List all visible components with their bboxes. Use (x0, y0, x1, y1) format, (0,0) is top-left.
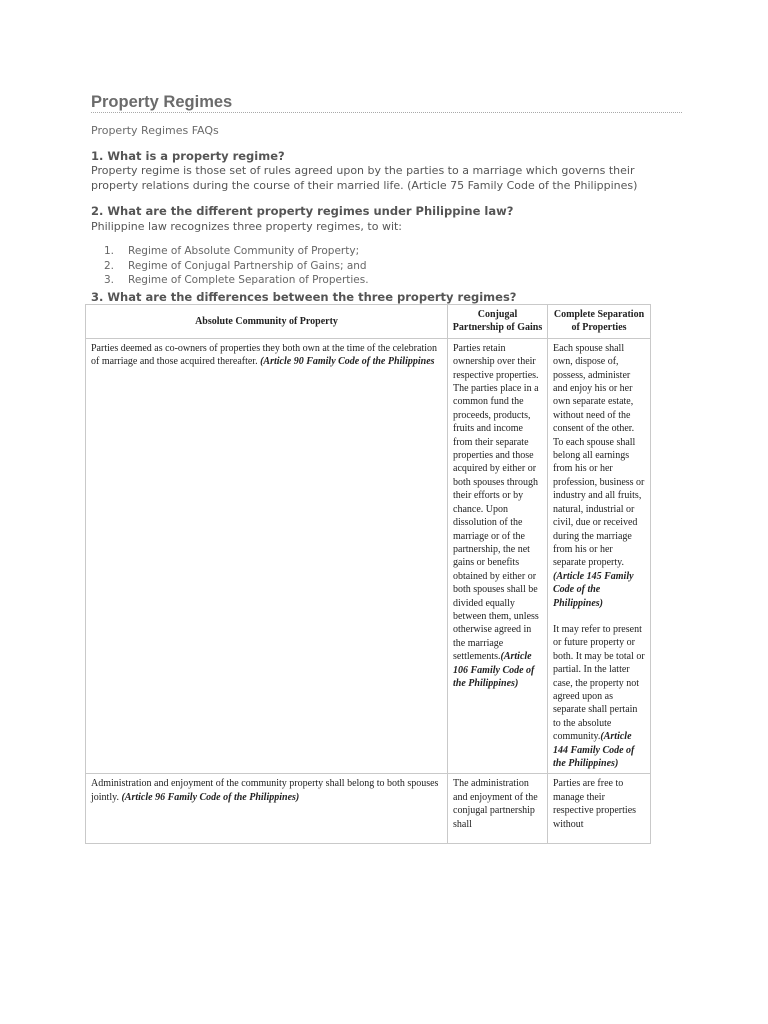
question-2: 2. What are the different property regimes under Philippine law? (91, 204, 514, 218)
table-header-row (86, 305, 651, 339)
comparison-table (85, 304, 651, 844)
answer-2: Philippine law recognizes three property regimes, to wit: (91, 220, 403, 233)
citation: (Article 106 Family Code of the Philippines) (453, 651, 535, 689)
cell-text: Administration and enjoyment of the community property shall belong to both spouses jointly. (91, 778, 439, 803)
citation: (Article 96 Family Code of the Philippines) (121, 791, 300, 803)
title-divider (91, 112, 682, 113)
list-item (104, 259, 369, 274)
citation: (Article 144 Family Code of the Philippines) (553, 731, 635, 769)
cell-text: Parties deemed as co-owners of properties they both own at the time of the celebration of marriage and those acquired thereafter. (91, 342, 437, 368)
table-row (86, 338, 651, 774)
cell-conjugal-partnership (448, 774, 548, 844)
list-number: 3. (104, 274, 115, 286)
table-row (86, 774, 651, 844)
cell-complete-separation (548, 774, 651, 844)
question-3: 3. What are the differences between the three property regimes? (91, 290, 517, 304)
page-title: Property Regimes (91, 93, 233, 111)
header-complete-separation: Complete Separation of Properties (548, 305, 651, 339)
page-subtitle: Property Regimes FAQs (91, 124, 219, 137)
cell-text: Each spouse shall own, dispose of, possess, administer and enjoy his or her own separate estate, without need of the consent of the other. To each spouse shall belong all earnings from his or her profession, business or industry and all fruits, natural, industrial or civil, due or received during the marriage from his or her separate property. (553, 342, 645, 569)
citation: (Article 90 Family Code of the Philippines (260, 356, 435, 368)
cell-complete-separation (548, 338, 651, 774)
list-number: 2. (104, 259, 115, 272)
cell-absolute-community (86, 338, 448, 774)
list-item (104, 244, 369, 259)
citation: (Article 145 Family Code of the Philippines) (553, 570, 634, 609)
header-conjugal-partnership: Conjugal Partnership of Gains (448, 305, 548, 339)
list-text: Regime of Absolute Community of Property; (128, 245, 360, 257)
list-number: 1. (104, 245, 115, 257)
cell-absolute-community (86, 774, 448, 844)
list-text: Regime of Complete Separation of Properties. (128, 274, 369, 286)
cell-text: Parties are free to manage their respective properties without (553, 778, 637, 830)
header-absolute-community: Absolute Community of Property (86, 305, 448, 339)
answer-1-line-1: Property regime is those set of rules agreed upon by the parties to a marriage which governs their (91, 164, 635, 177)
regime-list (104, 244, 369, 288)
list-text: Regime of Conjugal Partnership of Gains; and (128, 259, 367, 272)
cell-text: Parties retain ownership over their respective properties. The parties place in a common fund the proceeds, products, fruits and income from their separate properties and those acquired by either or both spouses through their efforts or by chance. Upon dissolution of the marriage or of the partnership, the net gains or benefits obtained by either or both spouses shall be divided equally between them, unless otherwise agreed in the marriage settlements. (453, 342, 539, 663)
question-1: 1. What is a property regime? (91, 149, 285, 163)
cell-conjugal-partnership (448, 338, 548, 774)
cell-text: The administration and enjoyment of the conjugal partnership shall (453, 778, 538, 830)
list-item (104, 273, 369, 288)
answer-1-line-2: property relations during the course of their married life. (Article 75 Family Code of the Philippines) (91, 179, 638, 192)
cell-text: It may refer to present or future property or both. It may be total or partial. In the latter case, the property not agreed upon as separate shall pertain to the absolute community. (553, 623, 645, 743)
